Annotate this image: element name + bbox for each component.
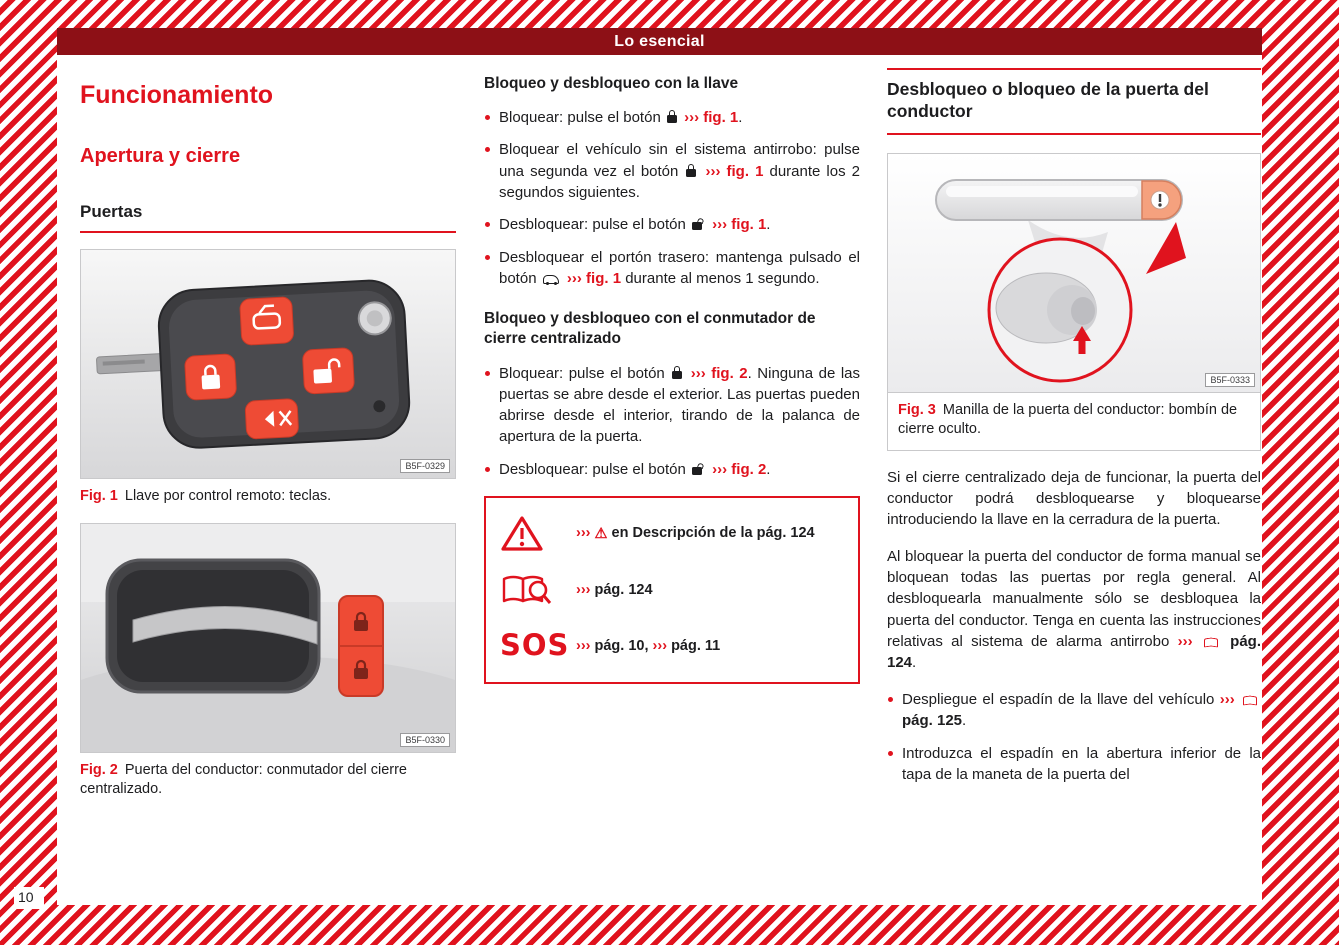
warn-icon: [595, 524, 608, 545]
page-header-title: Lo esencial: [614, 33, 705, 50]
page-content: [57, 28, 1262, 905]
text-segment: pág. 124: [594, 581, 653, 598]
page-header-bar: [57, 28, 1262, 55]
heading-driver-door: Desbloqueo o bloqueo de la puerta del conductor: [887, 68, 1261, 135]
text-segment: Desbloquear: pulse el botón: [499, 216, 690, 234]
sos-reference-row: [500, 620, 844, 672]
text-segment: ››› fig. 1: [707, 216, 767, 234]
warning-reference-text: [576, 523, 844, 545]
warning-triangle-icon: [500, 515, 576, 553]
text-segment: ›››: [576, 637, 595, 654]
bullet-item: [484, 107, 860, 128]
paragraph: Si el cierre centralizado deja de funcionar, la puerta del conductor podrá desbloquearse y bloquearse introduciendo la llave en la cerradura de la puerta.: [887, 468, 1261, 529]
text-segment: Bloquear: pulse el botón: [499, 109, 665, 127]
page-number: 10: [14, 887, 44, 909]
figure-2: [80, 523, 456, 800]
text-segment: Desbloquear: pulse el botón: [499, 460, 690, 478]
text-segment: ›››: [652, 637, 672, 654]
text-segment: ››› fig. 1: [679, 109, 739, 127]
chapter-title: Funcionamiento: [80, 81, 274, 109]
text-segment: pág. 125: [902, 711, 963, 729]
figure-3-caption: [888, 393, 1260, 450]
driver-door-body: [887, 467, 1261, 786]
text-segment: en Descripción de la pág. 124: [607, 525, 815, 542]
book-icon: [1204, 637, 1219, 648]
figure-1: [80, 249, 456, 507]
unlock-icon: [692, 467, 702, 475]
figure-3: [887, 153, 1261, 451]
text-segment: ››› fig. 2: [685, 364, 748, 382]
figure-2-label: Fig. 2: [80, 761, 118, 778]
sos-icon: [500, 625, 576, 666]
bullet-item: [484, 247, 860, 290]
text-segment: .: [962, 711, 967, 729]
unlock-icon: [692, 222, 702, 230]
bullet-item: [484, 459, 860, 480]
text-segment: .: [766, 460, 771, 478]
text-segment: ›››: [576, 581, 595, 598]
text-segment: . Ninguna de las puertas se abre desde el exterior. Las puertas pueden abrirse desde el interior, tirando de la palanca de apertura de la puerta.: [499, 364, 861, 446]
text-segment: Bloquear el vehículo sin el sistema antirrobo: pulse una segunda vez el botón: [499, 141, 860, 180]
text-segment: ››› fig. 2: [707, 460, 767, 478]
cross-reference-box: [484, 496, 860, 684]
booklet-reference-text: [576, 580, 844, 601]
sos-label: SOS: [500, 628, 570, 663]
warning-reference-row: [500, 508, 844, 560]
text-segment: ›››: [576, 525, 595, 542]
trunk-icon: [543, 275, 559, 284]
book-icon: [1243, 695, 1258, 706]
figure-1-image: [80, 249, 456, 479]
bullet-item: [484, 214, 860, 235]
lock-icon: [686, 169, 696, 177]
bullet-item: [484, 363, 860, 448]
text-segment: pág. 124: [887, 632, 1261, 672]
booklet-reference-row: [500, 564, 844, 616]
door-handle-illustration: [888, 154, 1260, 392]
text-segment: durante los 2 segundos siguientes.: [499, 162, 860, 202]
book-magnifier-icon: [500, 572, 576, 608]
paragraph: [887, 546, 1261, 674]
lock-icon: [672, 371, 682, 379]
lock-icon: [667, 115, 677, 123]
figure-2-caption: [80, 761, 456, 800]
bullet-item: [484, 139, 860, 203]
figure-2-image: [80, 523, 456, 753]
text-segment: durante al menos 1 segundo.: [621, 269, 820, 287]
bullet-item: [887, 743, 1261, 786]
figure-1-caption: [80, 487, 456, 507]
subsection-title-puertas: Puertas: [80, 200, 456, 233]
figure-2-code: B5F-0330: [400, 733, 450, 747]
column-right: [887, 68, 1261, 798]
section-title: Apertura y cierre: [80, 144, 241, 167]
text-segment: ››› fig. 1: [562, 269, 622, 287]
figure-1-caption-text: Llave por control remoto: teclas.: [124, 488, 332, 505]
text-segment: ››› fig. 1: [699, 162, 764, 180]
figure-3-code: B5F-0333: [1205, 373, 1255, 387]
figure-3-label: Fig. 3: [898, 401, 936, 418]
bullet-item: [887, 689, 1261, 732]
heading-lock-with-switch: Bloqueo y desbloqueo con el conmutador de cierre centralizado: [484, 310, 816, 348]
text-segment: .: [738, 109, 743, 127]
text-segment: pág. 10,: [594, 637, 653, 654]
text-segment: Al bloquear la puerta del conductor de forma manual se bloquean todas las puertas por regla general. Al desbloquearla manualmente sólo se desbloquea la puerta del conductor. Tenga en cuenta las instrucciones relativas al sistema de alarma antirrobo: [887, 547, 1261, 650]
text-segment: Introduzca el espadín en la abertura inferior de la tapa de la maneta de la puerta del: [902, 745, 1261, 784]
text-segment: pág. 11: [671, 637, 721, 654]
sos-reference-text: [576, 636, 844, 657]
door-switch-illustration: [81, 524, 455, 752]
text-segment: .: [912, 654, 917, 672]
figure-3-caption-text: Manilla de la puerta del conductor: bombín de cierre oculto.: [898, 401, 1238, 438]
column-left: [80, 78, 456, 800]
text-segment: Desbloquear el portón trasero: mantenga pulsado el botón: [499, 248, 860, 287]
column-middle: [484, 74, 860, 684]
figure-1-label: Fig. 1: [80, 488, 118, 505]
figure-2-caption-text: Puerta del conductor: conmutador del cierre centralizado.: [80, 761, 407, 798]
figure-3-image: [888, 154, 1260, 393]
text-segment: Despliegue el espadín de la llave del vehículo: [902, 690, 1220, 708]
heading-lock-with-key: Bloqueo y desbloqueo con la llave: [484, 75, 739, 92]
text-segment: ›››: [1219, 690, 1241, 708]
remote-key-illustration: [81, 250, 455, 478]
text-segment: .: [766, 216, 771, 234]
text-segment: Bloquear: pulse el botón: [499, 364, 671, 382]
figure-1-code: B5F-0329: [400, 459, 450, 473]
text-segment: ›››: [1177, 632, 1201, 650]
